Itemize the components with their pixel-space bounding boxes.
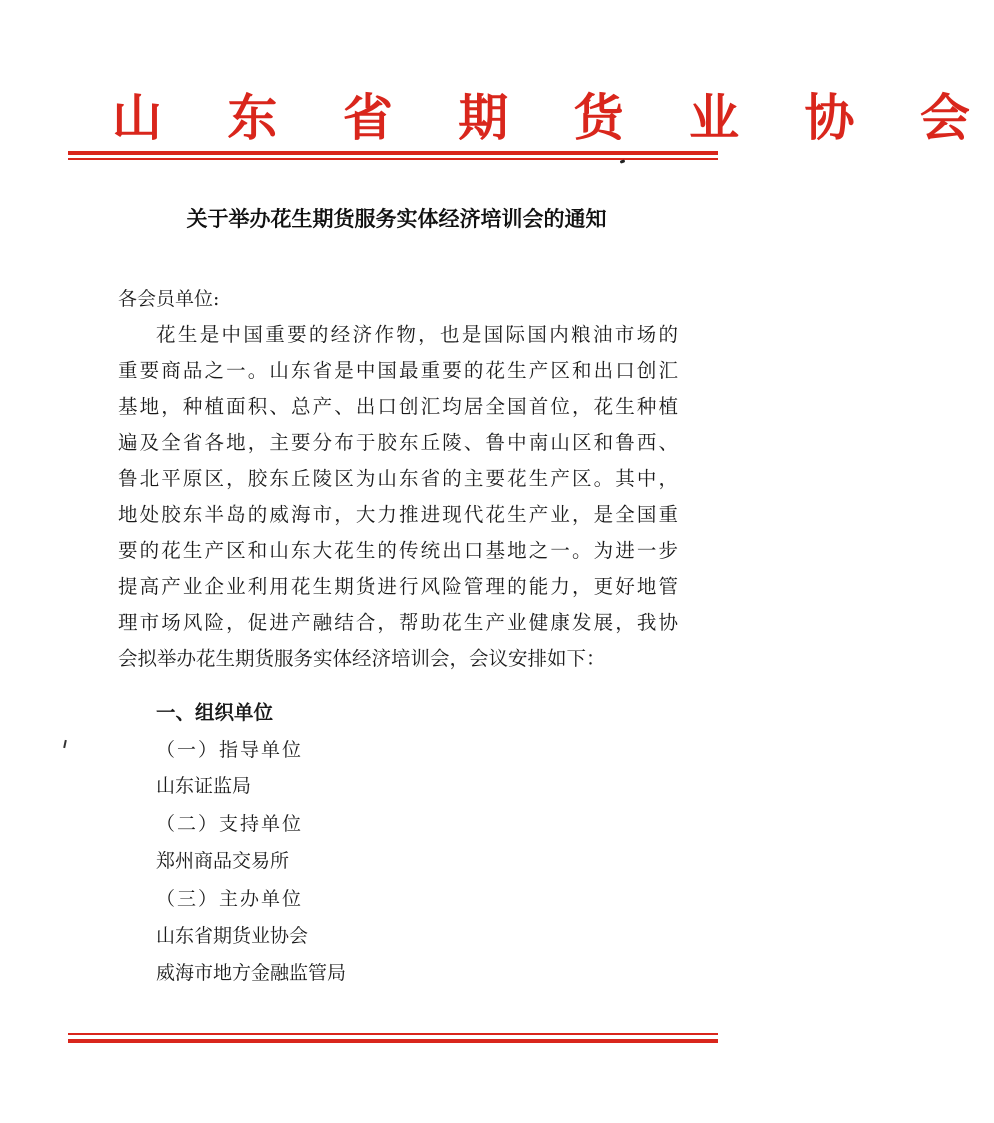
subheading-host-unit: （三）主办单位 [156,888,304,910]
subheading-support-unit: （二）支持单位 [156,813,304,835]
host-unit-name: 山东省期货业协会 [156,925,309,947]
body-line: 花生是中国重要的经济作物，也是国际国内粮油市场的 [156,323,678,346]
letterhead-rule-thin [68,158,718,160]
scan-mark [63,740,67,748]
letterhead-org-name: 山 东 省 期 货 业 协 会 [112,88,994,147]
ink-mark [620,159,626,164]
salutation: 各会员单位: [118,288,220,310]
body-line: 基地，种植面积、总产、出口创汇均居全国首位，花生种植 [118,395,678,418]
support-unit-name: 郑州商品交易所 [156,850,290,872]
footer-rule-thin [68,1033,718,1035]
body-line: 鲁北平原区，胶东丘陵区为山东省的主要花生产区。其中， [118,467,678,490]
body-line: 提高产业企业利用花生期货进行风险管理的能力，更好地管 [118,575,678,598]
body-line: 理市场风险，促进产融结合，帮助花生产业健康发展，我协 [118,611,678,634]
body-line: 会拟举办花生期货服务实体经济培训会，会议安排如下： [118,647,606,670]
notice-title: 关于举办花生期货服务实体经济培训会的通知 [186,206,607,231]
body-line: 重要商品之一。山东省是中国最重要的花生产区和出口创汇 [118,359,678,382]
host-unit-name: 威海市地方金融监管局 [156,962,347,984]
letterhead-rule-thick [68,151,718,155]
section-heading-organizers: 一、组织单位 [156,701,274,724]
footer-rule-thick [68,1039,718,1043]
subheading-guide-unit: （一）指导单位 [156,739,304,761]
guide-unit-name: 山东证监局 [156,775,252,797]
body-line: 要的花生产区和山东大花生的传统出口基地之一。为进一步 [118,539,678,562]
body-line: 遍及全省各地，主要分布于胶东丘陵、鲁中南山区和鲁西、 [118,431,678,454]
body-line: 地处胶东半岛的威海市，大力推进现代花生产业，是全国重 [118,503,678,526]
